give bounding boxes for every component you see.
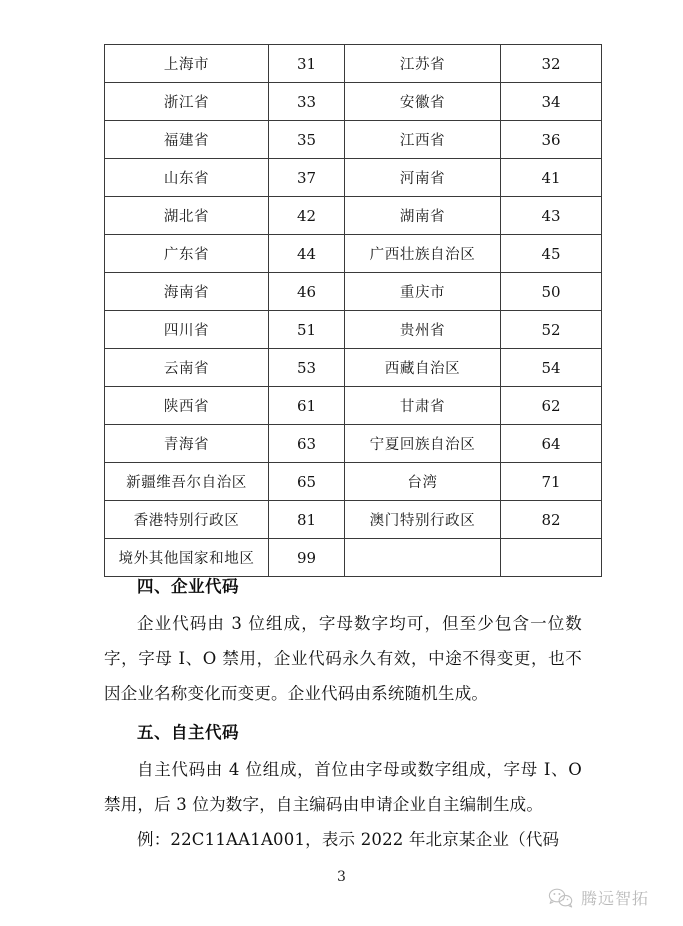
region-name-cell: 湖南省 bbox=[345, 197, 501, 235]
section-paragraph-enterprise-code: 企业代码由 3 位组成，字母数字均可，但至少包含一位数字，字母 I、O 禁用，企业代码永久有效，中途不得变更，也不因企业名称变化而变更。企业代码由系统随机生成。 bbox=[104, 613, 582, 703]
region-name-cell: 湖北省 bbox=[105, 197, 269, 235]
region-name-cell: 陕西省 bbox=[105, 387, 269, 425]
table-row bbox=[105, 387, 602, 425]
region-code-cell: 35 bbox=[269, 121, 345, 159]
region-name-cell: 台湾 bbox=[345, 463, 501, 501]
region-name-cell: 新疆维吾尔自治区 bbox=[105, 463, 269, 501]
table-row bbox=[105, 501, 602, 539]
region-code-table bbox=[104, 44, 602, 577]
region-code-cell: 71 bbox=[501, 463, 602, 501]
table-row bbox=[105, 159, 602, 197]
table-body bbox=[105, 45, 602, 577]
table-row bbox=[105, 425, 602, 463]
body-content bbox=[104, 575, 582, 857]
region-code-cell: 33 bbox=[269, 83, 345, 121]
region-code-cell: 41 bbox=[501, 159, 602, 197]
table-row bbox=[105, 311, 602, 349]
region-name-cell: 贵州省 bbox=[345, 311, 501, 349]
region-code-cell: 43 bbox=[501, 197, 602, 235]
region-code-cell: 51 bbox=[269, 311, 345, 349]
wechat-icon bbox=[548, 887, 574, 909]
region-code-cell: 81 bbox=[269, 501, 345, 539]
region-code-cell: 53 bbox=[269, 349, 345, 387]
table-row bbox=[105, 273, 602, 311]
region-code-cell-empty bbox=[501, 539, 602, 577]
region-name-cell: 河南省 bbox=[345, 159, 501, 197]
region-code-cell: 34 bbox=[501, 83, 602, 121]
region-code-cell: 63 bbox=[269, 425, 345, 463]
region-code-cell: 36 bbox=[501, 121, 602, 159]
region-name-cell: 甘肃省 bbox=[345, 387, 501, 425]
region-name-cell: 青海省 bbox=[105, 425, 269, 463]
region-name-cell: 广西壮族自治区 bbox=[345, 235, 501, 273]
table-row bbox=[105, 235, 602, 273]
region-code-cell: 99 bbox=[269, 539, 345, 577]
page-number: 3 bbox=[337, 869, 346, 885]
region-name-cell: 澳门特别行政区 bbox=[345, 501, 501, 539]
region-code-cell: 65 bbox=[269, 463, 345, 501]
section-paragraph-self-code: 自主代码由 4 位组成，首位由字母或数字组成，字母 I、O 禁用，后 3 位为数字，自主编码由申请企业自主编制生成。 bbox=[104, 759, 582, 814]
table-row bbox=[105, 197, 602, 235]
region-code-cell: 46 bbox=[269, 273, 345, 311]
region-name-cell: 浙江省 bbox=[105, 83, 269, 121]
section-heading-enterprise-code: 四、企业代码 bbox=[137, 577, 239, 596]
region-name-cell: 海南省 bbox=[105, 273, 269, 311]
region-name-cell: 广东省 bbox=[105, 235, 269, 273]
region-name-cell: 上海市 bbox=[105, 45, 269, 83]
region-code-cell: 32 bbox=[501, 45, 602, 83]
region-code-cell: 54 bbox=[501, 349, 602, 387]
region-code-cell: 37 bbox=[269, 159, 345, 197]
region-code-cell: 61 bbox=[269, 387, 345, 425]
region-name-cell-empty bbox=[345, 539, 501, 577]
region-code-cell: 42 bbox=[269, 197, 345, 235]
region-name-cell: 重庆市 bbox=[345, 273, 501, 311]
table-row bbox=[105, 349, 602, 387]
region-name-cell: 香港特别行政区 bbox=[105, 501, 269, 539]
region-code-cell: 31 bbox=[269, 45, 345, 83]
table-row bbox=[105, 539, 602, 577]
region-name-cell: 宁夏回族自治区 bbox=[345, 425, 501, 463]
region-name-cell: 四川省 bbox=[105, 311, 269, 349]
region-name-cell: 江苏省 bbox=[345, 45, 501, 83]
section-spacer bbox=[104, 711, 582, 721]
region-code-cell: 82 bbox=[501, 501, 602, 539]
section-paragraph-example: 例：22C11AA1A001，表示 2022 年北京某企业（代码 bbox=[137, 829, 560, 849]
table-row bbox=[105, 45, 602, 83]
region-code-cell: 44 bbox=[269, 235, 345, 273]
region-name-cell: 江西省 bbox=[345, 121, 501, 159]
section-heading-self-code: 五、自主代码 bbox=[137, 722, 239, 742]
region-code-cell: 50 bbox=[501, 273, 602, 311]
region-name-cell: 福建省 bbox=[105, 121, 269, 159]
region-name-cell: 云南省 bbox=[105, 349, 269, 387]
table-row bbox=[105, 463, 602, 501]
region-code-cell: 62 bbox=[501, 387, 602, 425]
watermark bbox=[548, 886, 649, 909]
region-code-cell: 45 bbox=[501, 235, 602, 273]
region-code-cell: 64 bbox=[501, 425, 602, 463]
watermark-text: 腾远智拓 bbox=[581, 889, 650, 908]
region-name-cell: 西藏自治区 bbox=[345, 349, 501, 387]
region-name-cell: 安徽省 bbox=[345, 83, 501, 121]
region-code-cell: 52 bbox=[501, 311, 602, 349]
table-row bbox=[105, 83, 602, 121]
region-name-cell: 境外其他国家和地区 bbox=[105, 539, 269, 577]
table-row bbox=[105, 121, 602, 159]
region-name-cell: 山东省 bbox=[105, 159, 269, 197]
